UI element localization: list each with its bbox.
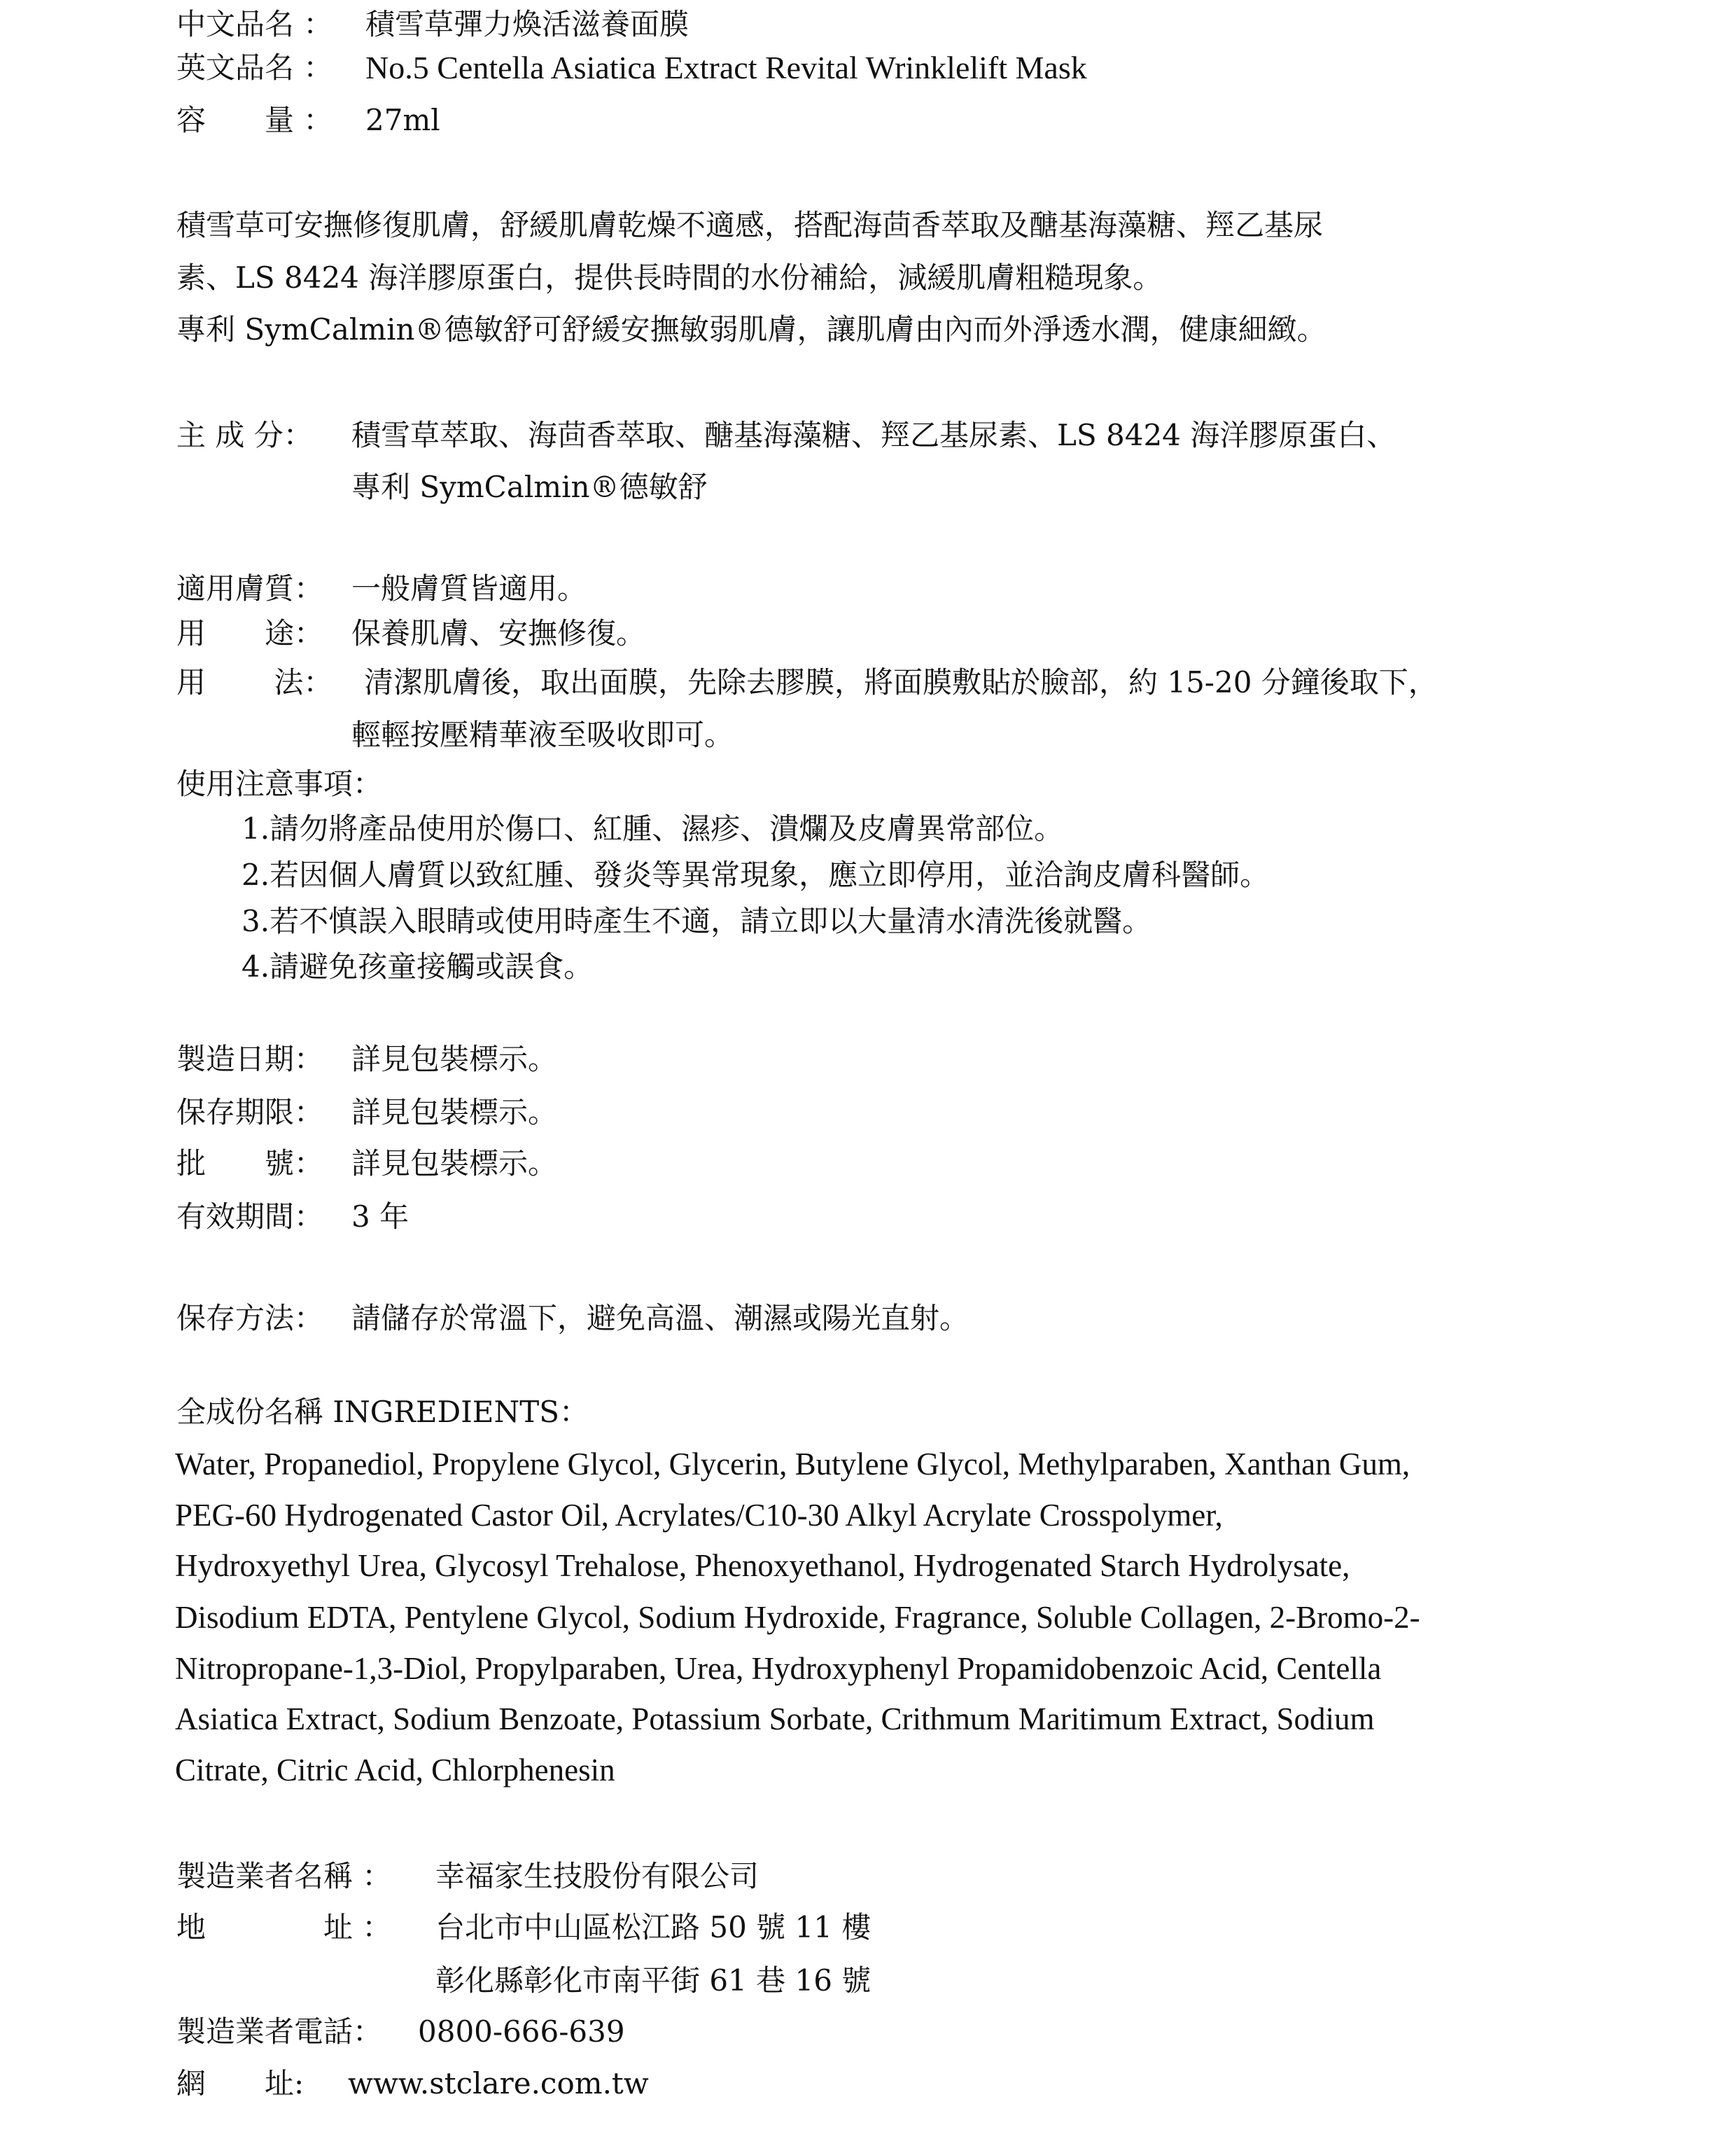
- value: 幸福家生技股份有限公司: [435, 1859, 760, 1893]
- product-en-name: [176, 48, 1087, 88]
- label: 容 量 ：: [176, 103, 333, 137]
- label: 英文品名 ：: [176, 50, 333, 85]
- label: 用 途：: [176, 616, 324, 650]
- label: 製造業者名稱 ：: [176, 1859, 392, 1893]
- label: 主 成 分：: [176, 418, 313, 452]
- ingredients-line: Water, Propanediol, Propylene Glycol, Glycerin, Butylene Glycol, Methylparaben, Xanthan Gum,: [175, 1447, 1410, 1482]
- label: 地 址 ：: [176, 1910, 392, 1944]
- value: 積雪草彈力煥活滋養面膜: [365, 7, 690, 41]
- precaution-item: 4.請避免孩童接觸或誤食。: [241, 949, 594, 984]
- main-ingredients-cont: 專利 SymCalmin®德敏舒: [351, 470, 708, 504]
- label: 有效期間：: [176, 1199, 324, 1234]
- website: [176, 2064, 649, 2103]
- label: 網 址:: [176, 2066, 304, 2100]
- value: 0800-666-639: [418, 2014, 625, 2049]
- value: 27ml: [365, 103, 440, 137]
- label: 保存方法：: [176, 1301, 324, 1335]
- manufacturer-phone: [176, 2012, 625, 2051]
- ingredients-line: PEG-60 Hydrogenated Castor Oil, Acrylates/C10-30 Alkyl Acrylate Crosspolymer,: [175, 1498, 1223, 1533]
- value: 一般膚質皆適用。: [351, 571, 587, 606]
- label: 中文品名 ：: [176, 7, 333, 41]
- value: No.5 Centella Asiatica Extract Revital Wrinklelift Mask: [365, 50, 1087, 85]
- ingredients-line: Asiatica Extract, Sodium Benzoate, Potassium Sorbate, Crithmum Maritimum Extract, Sodium: [175, 1701, 1375, 1736]
- storage: [176, 1299, 969, 1338]
- label: 保存期限：: [176, 1095, 324, 1129]
- validity: [176, 1197, 410, 1236]
- product-zh-name: [176, 5, 690, 44]
- purpose: [176, 614, 646, 653]
- value: 積雪草萃取、海茴香萃取、醣基海藻糖、羥乙基尿素、LS 8424 海洋膠原蛋白、: [351, 418, 1396, 452]
- value: 請儲存於常溫下，避免高溫、潮濕或陽光直射。: [351, 1301, 969, 1335]
- precautions-heading: 使用注意事項：: [176, 767, 383, 801]
- product-volume: [176, 101, 440, 140]
- skin-type: [176, 569, 587, 608]
- mfg-date: [176, 1040, 558, 1079]
- value: 保養肌膚、安撫修復。: [351, 616, 646, 650]
- method-cont: 輕輕按壓精華液至吸收即可。: [351, 718, 734, 752]
- main-ingredients: [176, 416, 1396, 455]
- description-line: 專利 SymCalmin®德敏舒可舒緩安撫敏弱肌膚，讓肌膚由內而外淨透水潤，健康細緻。: [176, 312, 1326, 347]
- value: 3 年: [351, 1199, 410, 1234]
- value: 詳見包裝標示。: [351, 1042, 558, 1076]
- website-link[interactable]: www.stclare.com.tw: [348, 2066, 649, 2100]
- ingredients-line: Citrate, Citric Acid, Chlorphenesin: [175, 1753, 615, 1788]
- precaution-item: 1.請勿將產品使用於傷口、紅腫、濕疹、潰爛及皮膚異常部位。: [241, 811, 1064, 846]
- description-line: 積雪草可安撫修復肌膚，舒緩肌膚乾燥不適感，搭配海茴香萃取及醣基海藻糖、羥乙基尿: [176, 208, 1324, 242]
- batch: [176, 1144, 558, 1183]
- label: 製造日期：: [176, 1042, 324, 1076]
- precaution-item: 3.若不慎誤入眼睛或使用時產生不適，請立即以大量清水清洗後就醫。: [241, 904, 1152, 938]
- label: 適用膚質：: [176, 571, 324, 606]
- value: 詳見包裝標示。: [351, 1146, 558, 1180]
- label: 製造業者電話：: [176, 2014, 383, 2049]
- ingredients-line: Nitropropane-1,3-Diol, Propylparaben, Urea, Hydroxyphenyl Propamidobenzoic Acid, Centella: [175, 1651, 1382, 1686]
- value: 詳見包裝標示。: [351, 1095, 558, 1129]
- description-line: 素、LS 8424 海洋膠原蛋白，提供長時間的水份補給，減緩肌膚粗糙現象。: [176, 260, 1163, 295]
- manufacturer-address: [176, 1908, 872, 1947]
- manufacturer-name: [176, 1857, 760, 1896]
- value: 清潔肌膚後，取出面膜，先除去膠膜，將面膜敷貼於臉部，約 15-20 分鐘後取下，: [364, 665, 1438, 699]
- method: [176, 663, 1438, 702]
- label: 批 號：: [176, 1146, 324, 1180]
- ingredients-heading: 全成份名稱 INGREDIENTS：: [176, 1395, 589, 1429]
- manufacturer-address-2: 彰化縣彰化市南平街 61 巷 16 號: [435, 1963, 872, 1998]
- ingredients-line: Disodium EDTA, Pentylene Glycol, Sodium Hydroxide, Fragrance, Soluble Collagen, 2-Bromo-2-: [175, 1600, 1420, 1635]
- expiry: [176, 1093, 558, 1132]
- label: 用 法：: [176, 665, 333, 699]
- value: 台北市中山區松江路 50 號 11 樓: [435, 1910, 872, 1944]
- precaution-item: 2.若因個人膚質以致紅腫、發炎等異常現象，應立即停用，並洽詢皮膚科醫師。: [241, 858, 1270, 892]
- ingredients-line: Hydroxyethyl Urea, Glycosyl Trehalose, Phenoxyethanol, Hydrogenated Starch Hydrolysate,: [175, 1548, 1350, 1583]
